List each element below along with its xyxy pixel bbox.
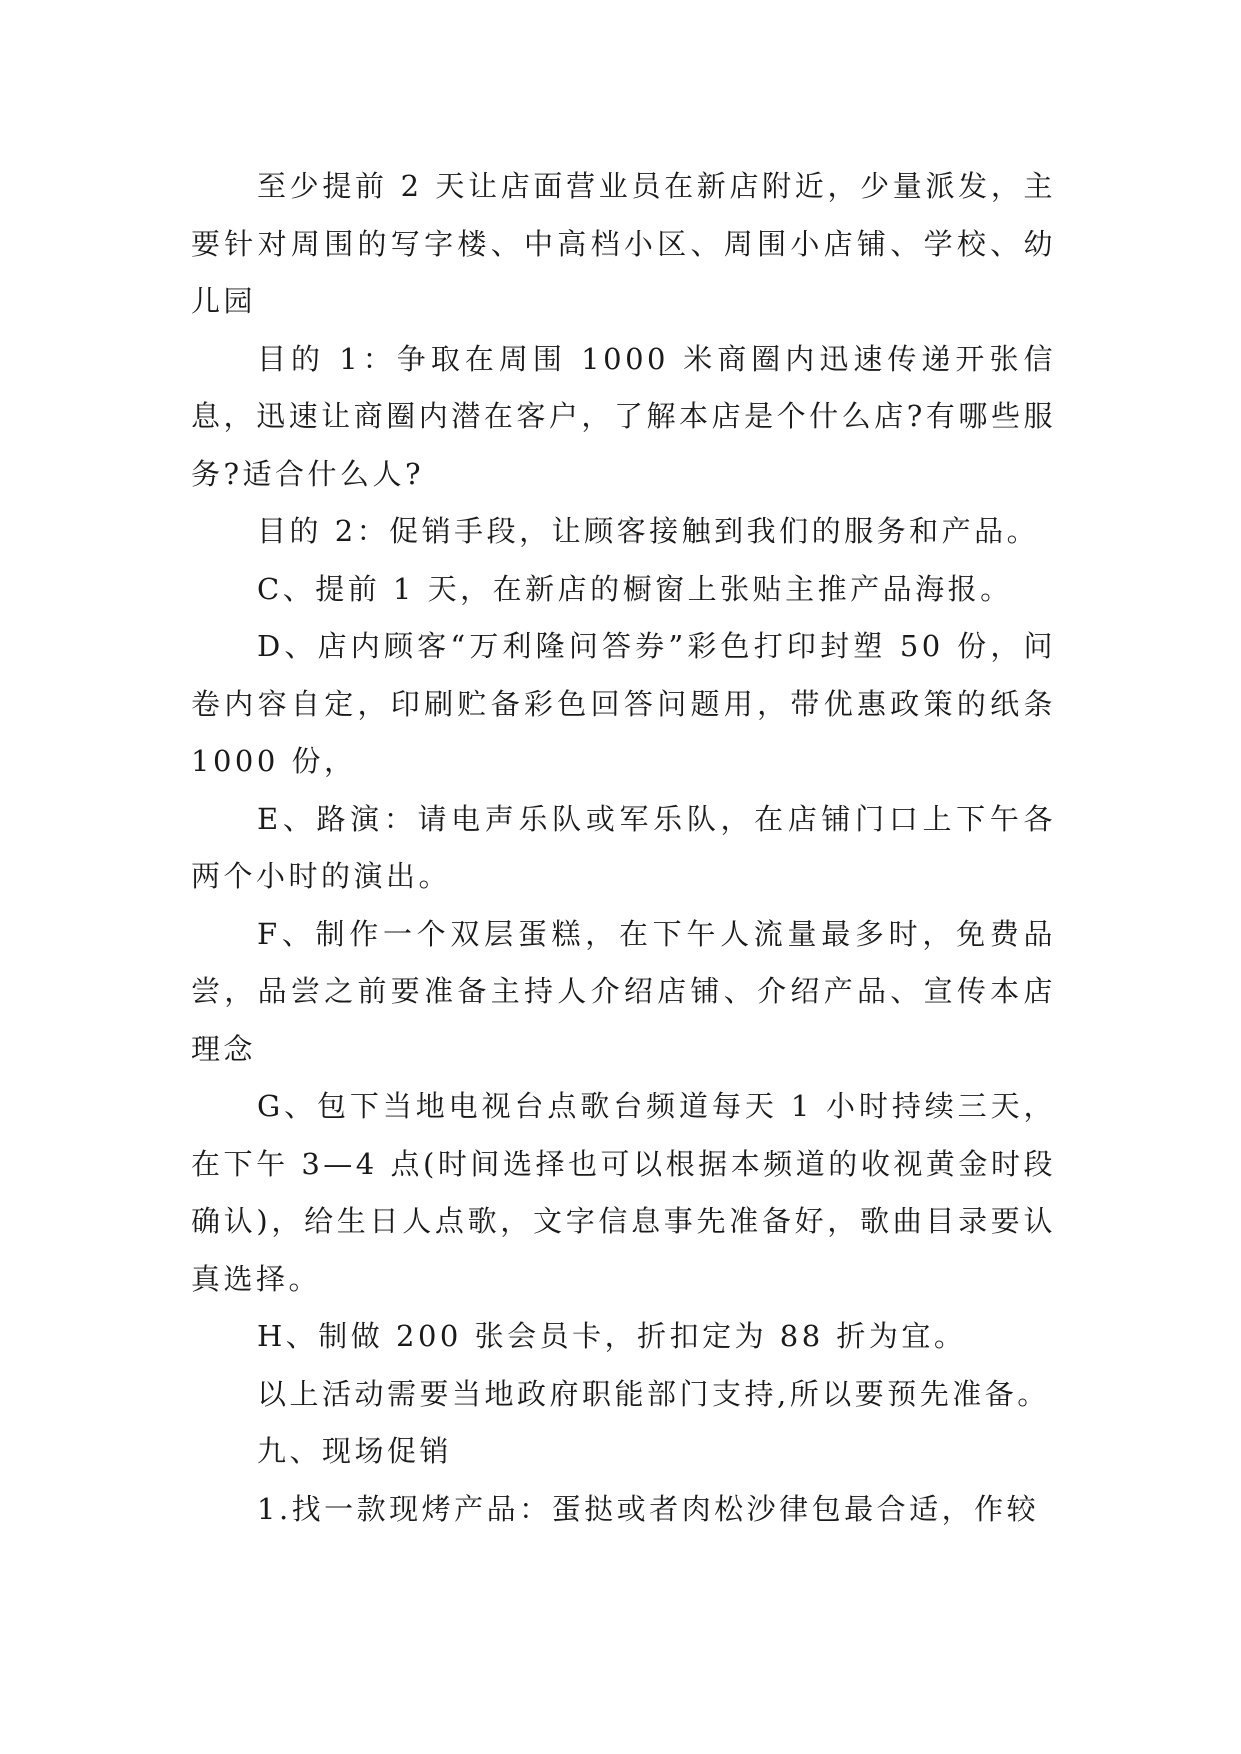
paragraph-item-d: D、店内顾客“万利隆问答券”彩色打印封塑 50 份，问卷内容自定，印刷贮备彩色回答问题用，带优惠政策的纸条 1000 份，: [191, 629, 1056, 778]
paragraph-purpose-1: 目的 1：争取在周围 1000 米商圈内迅速传递开张信息，迅速让商圈内潜在客户，了解本店是个什么店?有哪些服务?适合什么人?: [191, 341, 1056, 491]
paragraph-item-c: C、提前 1 天，在新店的橱窗上张贴主推产品海报。: [257, 571, 1013, 606]
paragraph-onsite-item-1: 1.找一款现烤产品：蛋挞或者肉松沙律包最合适，作较: [257, 1491, 1040, 1526]
paragraph-item-e: E、路演：请电声乐队或军乐队，在店铺门口上下午各两个小时的演出。: [191, 801, 1056, 893]
paragraph-item-f: F、制作一个双层蛋糕，在下午人流量最多时，免费品尝，品尝之前要准备主持人介绍店铺、介绍产品、宣传本店理念: [191, 916, 1056, 1066]
document-page: [191, 158, 1056, 1538]
paragraph-item-g: G、包下当地电视台点歌台频道每天 1 小时持续三天，在下午 3—4 点(时间选择也可以根据本频道的收视黄金时段确认)，给生日人点歌，文字信息事先准备好，歌曲目录要认真选择。: [191, 1089, 1056, 1296]
paragraph-item-h: H、制做 200 张会员卡，折扣定为 88 折为宜。: [257, 1319, 967, 1353]
paragraph-government-support: 以上活动需要当地政府职能部门支持,所以要预先准备。: [257, 1376, 1050, 1411]
paragraph-purpose-2: 目的 2：促销手段，让顾客接触到我们的服务和产品。: [257, 514, 1040, 548]
section-heading-onsite-promotion: 九、现场促销: [257, 1434, 453, 1468]
paragraph-leaflet-distribution: 至少提前 2 天让店面营业员在新店附近，少量派发，主要针对周围的写字楼、中高档小区、周围小店铺、学校、幼儿园: [191, 169, 1056, 318]
